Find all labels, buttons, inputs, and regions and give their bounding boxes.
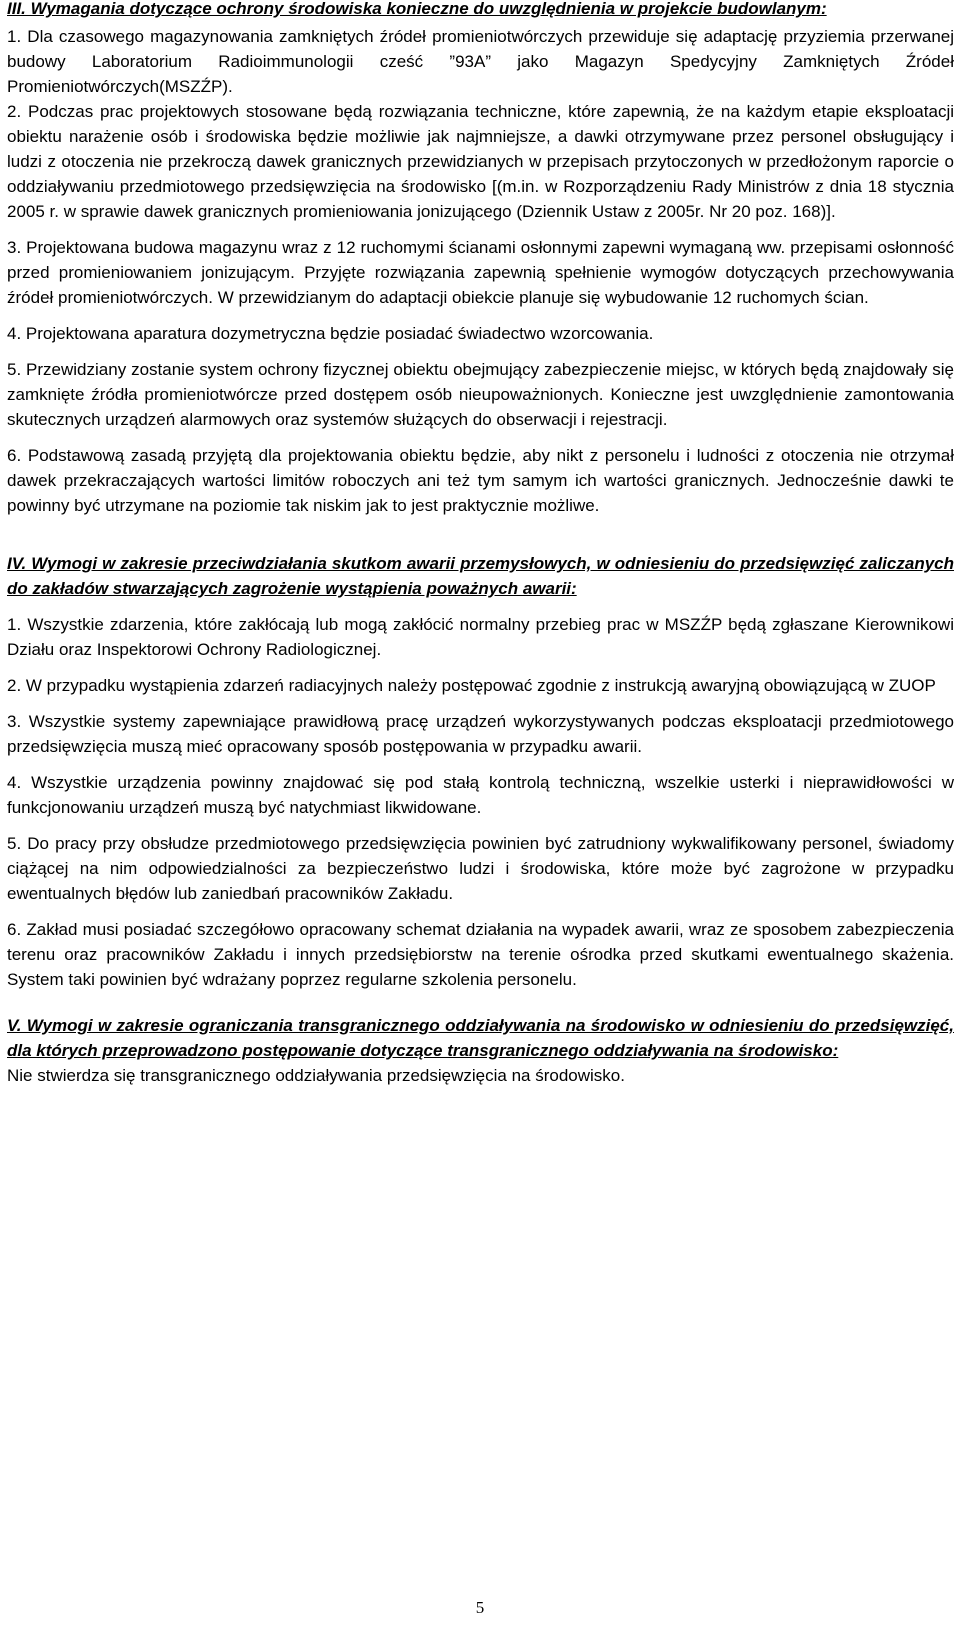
section-iii-item-2: 2. Podczas prac projektowych stosowane będą rozwiązania techniczne, które zapewnią, że na każdym etapie eksploatacji obiektu narażenie osób i środowiska będzie możliwie jak najmniejsze, a dawki otrzymywane przez personel obsługujący i ludzi z otoczenia nie przekroczą dawek granicznych przewidzianych w przepisach przytoczonych w przedłożonym raporcie o oddziaływaniu przedmiotowego przedsięwzięcia na środowisko [(m.in. w Rozporządzeniu Rady Ministrów z dnia 18 stycznia 2005 r. w sprawie dawek granicznych promieniowania jonizującego (Dziennik Ustaw z 2005r. Nr 20 poz. 168)]. [7, 102, 954, 221]
section-iii-item-4: 4. Projektowana aparatura dozymetryczna będzie posiadać świadectwo wzorcowania. [7, 324, 654, 343]
section-iv-item-3: 3. Wszystkie systemy zapewniające prawidłową pracę urządzeń wykorzystywanych podczas eksploatacji przedmiotowego przedsięwzięcia muszą mieć opracowany sposób postępowania w przypadku awarii. [7, 712, 954, 756]
section-iii-heading: III. Wymagania dotyczące ochrony środowiska konieczne do uwzględnienia w projekcie budowlanym: [7, 0, 827, 18]
section-iii-item-6: 6. Podstawową zasadą przyjętą dla projektowania obiektu będzie, aby nikt z personelu i ludności z otoczenia nie otrzymał dawek przekraczających wartości limitów roboczych ani też tym samym ich wartości granicznych. Jednocześnie dawki te powinny być utrzymane na poziomie tak niskim jak to jest praktycznie możliwe. [7, 446, 954, 515]
section-iv-heading: IV. Wymogi w zakresie przeciwdziałania skutkom awarii przemysłowych, w odniesieniu do przedsięwzięć zaliczanych do zakładów stwarzających zagrożenie wystąpienia poważnych awarii: [7, 554, 954, 598]
section-iii-item-5: 5. Przewidziany zostanie system ochrony fizycznej obiektu obejmujący zabezpieczenie miejsc, w których będą znajdowały się zamknięte źródła promieniotwórcze przed dostępem osób nieupoważnionych. Konieczne jest uwzględnienie zamontowania skutecznych urządzeń alarmowych oraz systemów służących do obserwacji i rejestracji. [7, 360, 954, 429]
section-iv-item-5: 5. Do pracy przy obsłudze przedmiotowego przedsięwzięcia powinien być zatrudniony wykwalifikowany personel, świadomy ciążącej na nim odpowiedzialności za bezpieczeństwo ludzi i środowiska, które może być zagrożone w przypadku ewentualnych błędów lub zaniedbań pracowników Zakładu. [7, 834, 954, 903]
section-v-text: Nie stwierdza się transgranicznego oddziaływania przedsięwzięcia na środowisko. [7, 1066, 625, 1085]
document-body [7, 0, 954, 1088]
section-iv-item-4: 4. Wszystkie urządzenia powinny znajdować się pod stałą kontrolą techniczną, wszelkie usterki i nieprawidłowości w funkcjonowaniu urządzeń muszą być natychmiast likwidowane. [7, 773, 954, 817]
section-iii-item-1: 1. Dla czasowego magazynowania zamkniętych źródeł promieniotwórczych przewiduje się adaptację przyziemia przerwanej budowy Laboratorium Radioimmunologii cześć ”93A” jako Magazyn Spedycyjny Zamkniętych Źródeł Promieniotwórczych(MSZŹP). [7, 27, 954, 96]
section-iv-item-2: 2. W przypadku wystąpienia zdarzeń radiacyjnych należy postępować zgodnie z instrukcją awaryjną obowiązującą w ZUOP [7, 676, 936, 695]
page-number: 5 [475, 1598, 485, 1617]
section-iii-item-3: 3. Projektowana budowa magazynu wraz z 12 ruchomymi ścianami osłonnymi zapewni wymaganą ww. przepisami osłonność przed promieniowaniem jonizującym. Przyjęte rozwiązania zapewnią spełnienie wymogów dotyczących przechowywania źródeł promieniotwórczych. W przewidzianym do adaptacji obiekcie planuje się wybudowanie 12 ruchomych ścian. [7, 238, 954, 307]
section-iv-item-1: 1. Wszystkie zdarzenia, które zakłócają lub mogą zakłócić normalny przebieg prac w MSZŹP będą zgłaszane Kierownikowi Działu oraz Inspektorowi Ochrony Radiologicznej. [7, 615, 954, 659]
section-v-heading: V. Wymogi w zakresie ograniczania transgranicznego oddziaływania na środowisko w odniesieniu do przedsięwzięć, dla których przeprowadzono postępowanie dotyczące transgranicznego oddziaływania na środowisko: [7, 1016, 954, 1060]
section-iv-item-6: 6. Zakład musi posiadać szczegółowo opracowany schemat działania na wypadek awarii, wraz ze sposobem zabezpieczenia terenu oraz pracowników Zakładu i innych przedsiębiorstw na terenie ośrodka przed skutkami ewentualnego skażenia. System taki powinien być wdrażany poprzez regularne szkolenia personelu. [7, 920, 954, 989]
